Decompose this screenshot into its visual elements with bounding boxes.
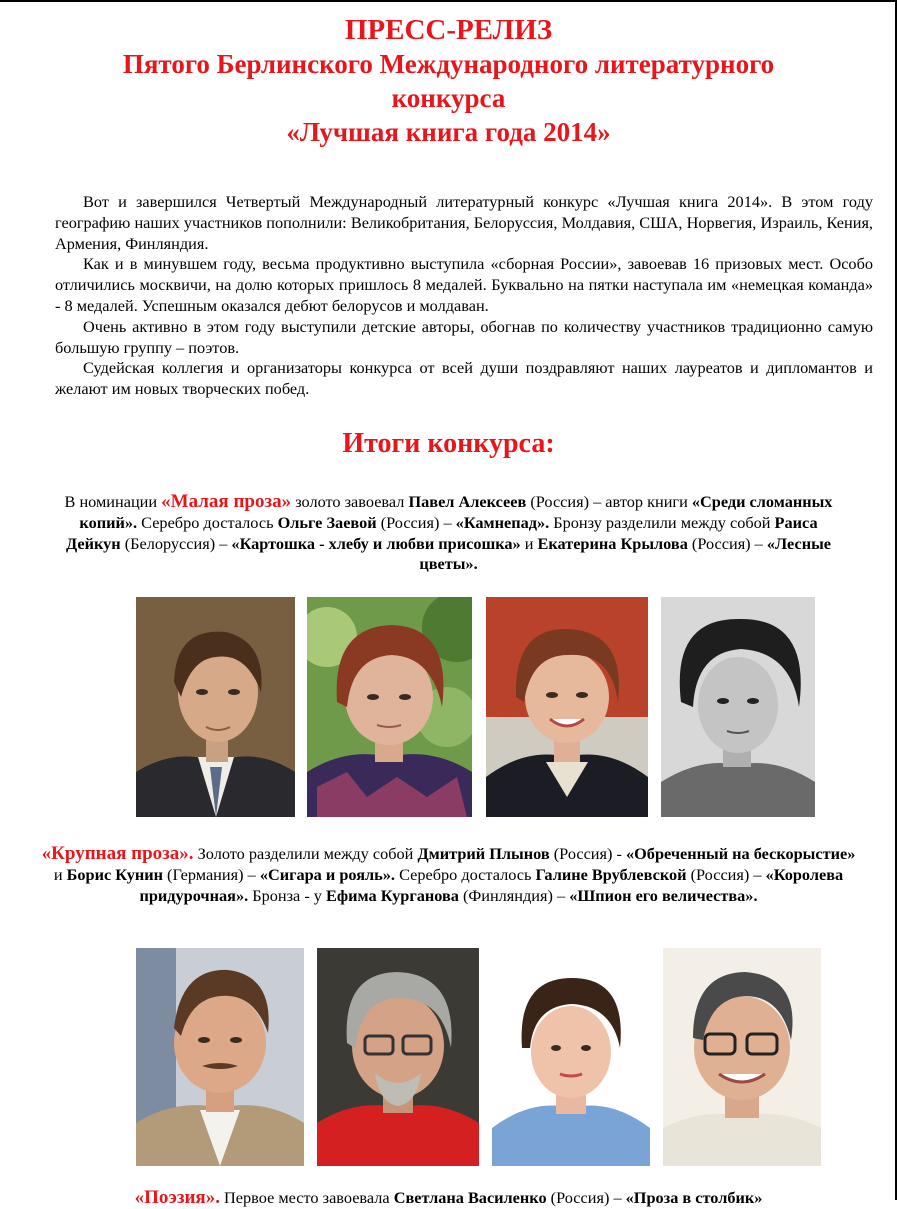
book-title: «Сигара и рояль». xyxy=(259,864,395,884)
winner-name: Ефима Курганова xyxy=(326,885,459,905)
press-release-header xyxy=(0,14,897,149)
intro-text xyxy=(55,192,873,400)
intro-paragraph: Судейская коллегия и организаторы конкурса от всей души поздравляют наших лауреатов и дипломантов и желают им новых творческих побед. xyxy=(55,358,873,399)
nomination-poetry: «Поэзия». xyxy=(134,1187,220,1208)
results-heading: Итоги конкурса: xyxy=(342,428,555,459)
book-title: «Лесные цветы». xyxy=(419,533,832,574)
book-title: «Королева придурочная». xyxy=(139,864,844,905)
book-title: «Проза в столбик» xyxy=(625,1188,763,1207)
contest-name-line-2: конкурса xyxy=(391,83,506,113)
book-title: «Среди сломанных копий». xyxy=(79,492,833,532)
author-photo xyxy=(486,597,648,817)
winner-name: Светлана Василенко xyxy=(393,1188,547,1207)
winner-name: Ольге Заевой xyxy=(277,512,377,532)
winner-name: Раиса Дейкун xyxy=(65,512,818,553)
book-title: «Камнепад». xyxy=(455,512,550,532)
author-photo xyxy=(317,948,479,1166)
nomination-large-prose: «Крупная проза». xyxy=(41,843,194,864)
book-title: «Обреченный на бескорыстие» xyxy=(626,844,856,863)
winner-name: Галине Врублевской xyxy=(535,864,687,884)
nomination-small-prose: «Малая проза» xyxy=(161,491,292,512)
book-title: «Картошка - хлебу и любви присошка» xyxy=(231,533,521,553)
winner-name: Екатерина Крылова xyxy=(537,533,688,553)
author-photo xyxy=(661,597,815,817)
contest-name-line-1: Пятого Берлинского Международного литературного xyxy=(122,49,775,79)
winner-name: Павел Алексеев xyxy=(408,492,527,511)
large-prose-results: «Крупная проза». Золото разделили между собой Дмитрий Плынов (Россия) - «Обреченный на бескорыстие» и Борис Кунин (Германия) – «Сигара и рояль». Серебро досталось Галине Врублевской (Россия) – «Королева придурочная». Бронза - у Ефима Курганова (Финляндия) – «Шпион его величества». xyxy=(41,843,856,905)
press-release-title: ПРЕСС-РЕЛИЗ xyxy=(344,14,553,46)
book-title: «Шпион его величества». xyxy=(569,885,758,905)
intro-paragraph: Очень активно в этом году выступили детские авторы, обогнав по количеству участников традиционно самую большую группу – поэтов. xyxy=(55,316,873,357)
author-photo xyxy=(307,597,472,817)
intro-paragraph: Вот и завершился Четвертый Международный литературный конкурс «Лучшая книга 2014». В этом году географию наших участников пополнили: Великобритания, Белоруссия, Молдавия, США, Норвегия, Израиль, Кения, Армения, Финляндия. xyxy=(55,192,873,253)
intro-paragraph: Как и в минувшем году, весьма продуктивно выступила «сборная России», завоевав 16 призовых мест. Особо отличились москвичи, на долю которых пришлось 8 медалей. Буквально на пятки наступала им «немецкая команда» - 8 медалей. Успешным оказался дебют белорусов и молдаван. xyxy=(55,254,873,315)
winner-name: Дмитрий Плынов xyxy=(417,844,550,863)
author-photo xyxy=(663,948,821,1166)
author-photo xyxy=(136,948,304,1166)
contest-name-line-3: «Лучшая книга года 2014» xyxy=(286,117,611,147)
winner-name: Борис Кунин xyxy=(66,864,163,884)
author-photo xyxy=(492,948,650,1166)
poetry-results: «Поэзия». Первое место завоевала Светлана Василенко (Россия) – «Проза в столбик» xyxy=(134,1187,763,1208)
author-photo xyxy=(136,597,295,817)
page-border-top xyxy=(0,0,897,2)
small-prose-results: В номинации «Малая проза» золото завоевал Павел Алексеев (Россия) – автор книги «Среди сломанных копий». Серебро досталось Ольге Заевой (Россия) – «Камнепад». Бронзу разделили между собой Раиса Дейкун (Белоруссия) – «Картошка - хлебу и любви присошка» и Екатерина Крылова (Россия) – «Лесные цветы». xyxy=(64,491,833,574)
